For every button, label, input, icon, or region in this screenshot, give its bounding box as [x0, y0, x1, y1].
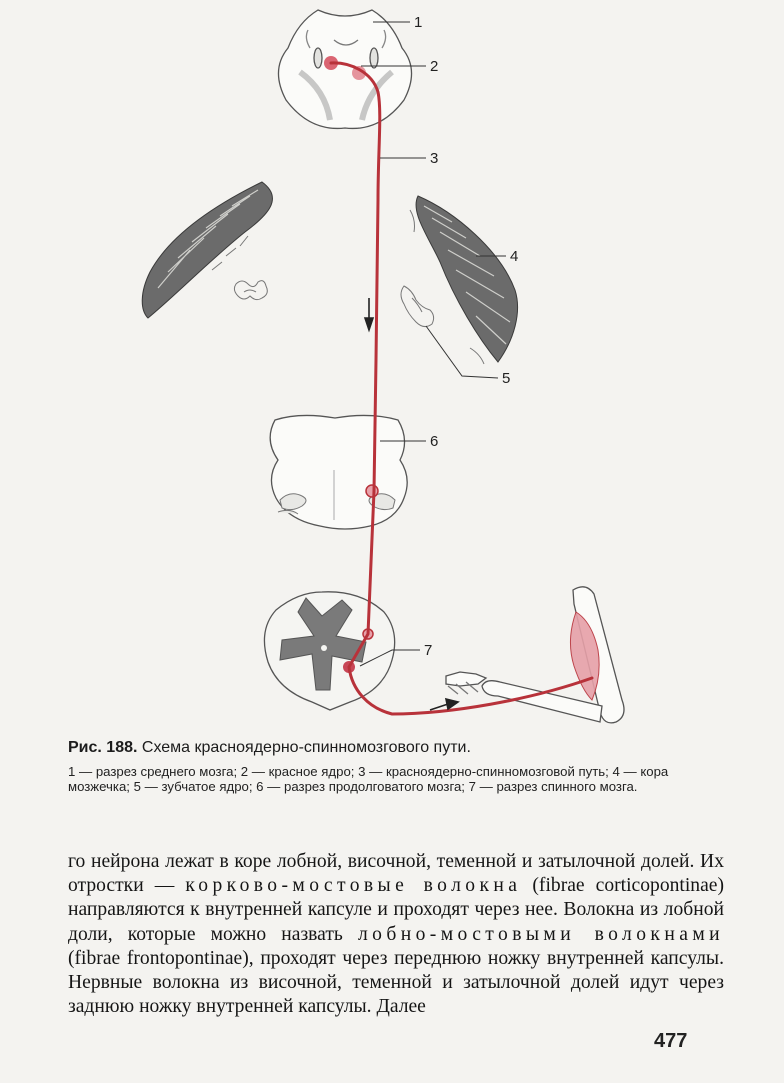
body-paragraph — [68, 850, 724, 1019]
label-2: 2 — [430, 58, 439, 75]
body-text-a: го нейрона лежат в коре лобной, височной, теменной и затылочной долей. Их отростки — — [68, 851, 724, 897]
label-3: 3 — [430, 150, 439, 167]
term-corticopontine-fibers: корково-мостовые волокна — [185, 875, 522, 897]
label-6: 6 — [430, 433, 439, 450]
body-text-c: (fibrae corticopontinae) направляются к внутренней капсуле и проходят через нее. Волокна из лобной доли, которые можно назвать — [68, 875, 725, 945]
figure-caption — [68, 738, 708, 794]
rubrospinal-tract — [331, 63, 592, 714]
label-5: 5 — [502, 370, 511, 387]
body-text-e: (fibrae frontopontinae), проходят через переднюю ножку внутренней капсулы. Нервные волокна из височной, теменной и затылочной долей идут через заднюю ножку внутренней капсулы. Далее — [68, 947, 724, 1018]
medulla-section — [270, 415, 407, 529]
descending-arrow-icon — [365, 298, 373, 330]
caption-legend: 1 — разрез среднего мозга; 2 — красное ядро; 3 — красноядерно-спинномозговой путь; 4 — кора мозжечка; 5 — зубчатое ядро; 6 — разрез продолговатого мозга; 7 — разрез спинного мозга. — [68, 764, 669, 794]
label-7: 7 — [424, 642, 433, 659]
term-frontopontine-fibers: лобно-мостовыми волокнами — [357, 923, 724, 945]
label-4: 4 — [510, 248, 519, 265]
dentate-nucleus-right — [401, 286, 434, 327]
figure-number: Рис. 188. — [68, 739, 138, 756]
page-number: 477 — [654, 1030, 688, 1052]
caption-title-text: Схема красноядерно-спинномозгового пути. — [141, 739, 471, 756]
label-1: 1 — [414, 14, 423, 31]
midbrain-section — [278, 10, 411, 128]
spinal-cord-section — [264, 592, 394, 710]
dentate-nucleus-left — [234, 281, 267, 300]
cerebellum-cortex-right — [410, 196, 518, 364]
cerebellum-cortex-left — [142, 182, 272, 318]
medulla-tract-point — [366, 485, 378, 497]
caption-title — [68, 738, 708, 758]
